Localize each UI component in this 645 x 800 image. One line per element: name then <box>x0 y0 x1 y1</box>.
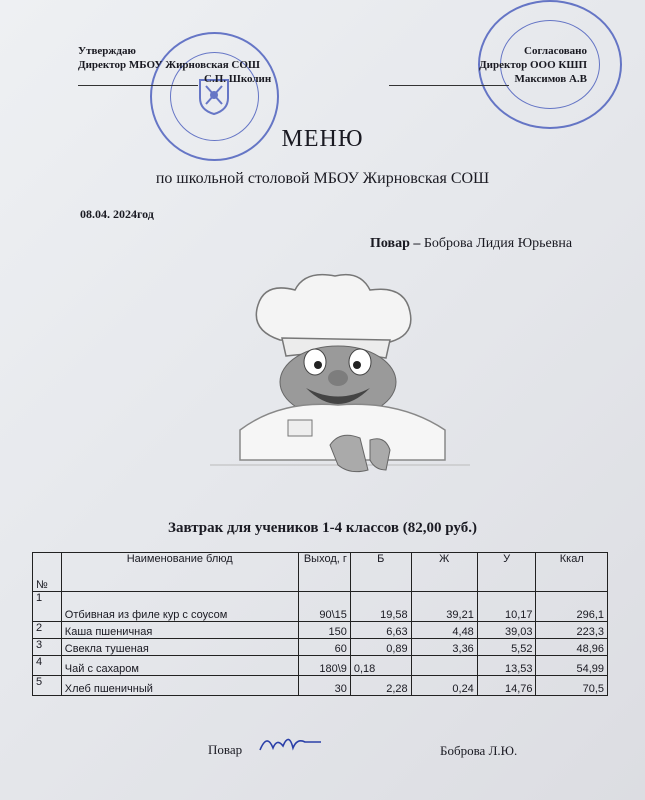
table-row <box>33 656 608 676</box>
table-row <box>33 639 608 656</box>
cell-u: 10,17 <box>477 592 536 622</box>
table-row <box>33 622 608 639</box>
header-output: Выход, г <box>298 553 350 592</box>
cell-kcal: 48,96 <box>536 639 608 656</box>
cell-b: 2,28 <box>350 676 411 696</box>
cell-b: 19,58 <box>350 592 411 622</box>
agree-position: Директор ООО КШП <box>479 59 587 71</box>
cook-signature <box>255 728 325 758</box>
header-no: № <box>33 553 62 592</box>
approve-block <box>78 44 271 86</box>
page-title: МЕНЮ <box>281 126 364 152</box>
approve-position: Директор МБОУ Жирновская СОШ <box>78 59 261 71</box>
cell-b: 6,63 <box>350 622 411 639</box>
cell-b: 0,18 <box>350 656 411 676</box>
cell-zh <box>411 656 477 676</box>
signature-line <box>78 85 198 86</box>
agree-block <box>389 44 587 86</box>
header-zh: Ж <box>411 553 477 592</box>
cell-u: 14,76 <box>477 676 536 696</box>
table-header-row <box>33 553 608 592</box>
header-kcal: Ккал <box>536 553 608 592</box>
table-row <box>33 676 608 696</box>
cell-zh: 0,24 <box>411 676 477 696</box>
cell-name: Отбивная из филе кур с соусом <box>61 592 298 622</box>
cell-kcal: 223,3 <box>536 622 608 639</box>
cell-kcal: 296,1 <box>536 592 608 622</box>
breakfast-title: Завтрак для учеников 1-4 классов (82,00 руб.) <box>168 520 477 536</box>
cook-line <box>370 236 572 252</box>
cell-u: 5,52 <box>477 639 536 656</box>
cook-name: Боброва Лидия Юрьевна <box>423 236 573 251</box>
cell-zh: 39,21 <box>411 592 477 622</box>
cell-output: 180\9 <box>298 656 350 676</box>
cell-no: 3 <box>33 639 62 656</box>
cell-no: 5 <box>33 676 62 696</box>
cell-name: Чай с сахаром <box>61 656 298 676</box>
header-b: Б <box>350 553 411 592</box>
page-subtitle: по школьной столовой МБОУ Жирновская СОШ <box>155 170 490 187</box>
cell-output: 150 <box>298 622 350 639</box>
cell-name: Свекла тушеная <box>61 639 298 656</box>
signature-line <box>389 85 509 86</box>
cell-b: 0,89 <box>350 639 411 656</box>
cell-u: 13,53 <box>477 656 536 676</box>
chef-illustration <box>210 270 470 495</box>
cell-output: 60 <box>298 639 350 656</box>
cell-zh: 3,36 <box>411 639 477 656</box>
cell-no: 4 <box>33 656 62 676</box>
cell-output: 90\15 <box>298 592 350 622</box>
footer-cook-label: Повар <box>208 742 243 757</box>
cell-no: 1 <box>33 592 62 622</box>
agree-name: Максимов А.В <box>514 73 587 85</box>
cell-u: 39,03 <box>477 622 536 639</box>
cell-kcal: 70,5 <box>536 676 608 696</box>
table-row <box>33 592 608 622</box>
approve-name: С.П. Школин <box>204 73 272 85</box>
agree-label: Согласовано <box>524 45 587 57</box>
approve-label: Утверждаю <box>78 45 136 57</box>
cook-label: Повар – <box>370 236 421 251</box>
menu-date: 08.04. 2024год <box>80 207 154 221</box>
header-name: Наименование блюд <box>61 553 298 592</box>
menu-table <box>32 552 608 696</box>
cell-name: Каша пшеничная <box>61 622 298 639</box>
cell-name: Хлеб пшеничный <box>61 676 298 696</box>
header-u: У <box>477 553 536 592</box>
cell-kcal: 54,99 <box>536 656 608 676</box>
cell-output: 30 <box>298 676 350 696</box>
footer-cook-name: Боброва Л.Ю. <box>440 743 518 758</box>
cell-zh: 4,48 <box>411 622 477 639</box>
cell-no: 2 <box>33 622 62 639</box>
